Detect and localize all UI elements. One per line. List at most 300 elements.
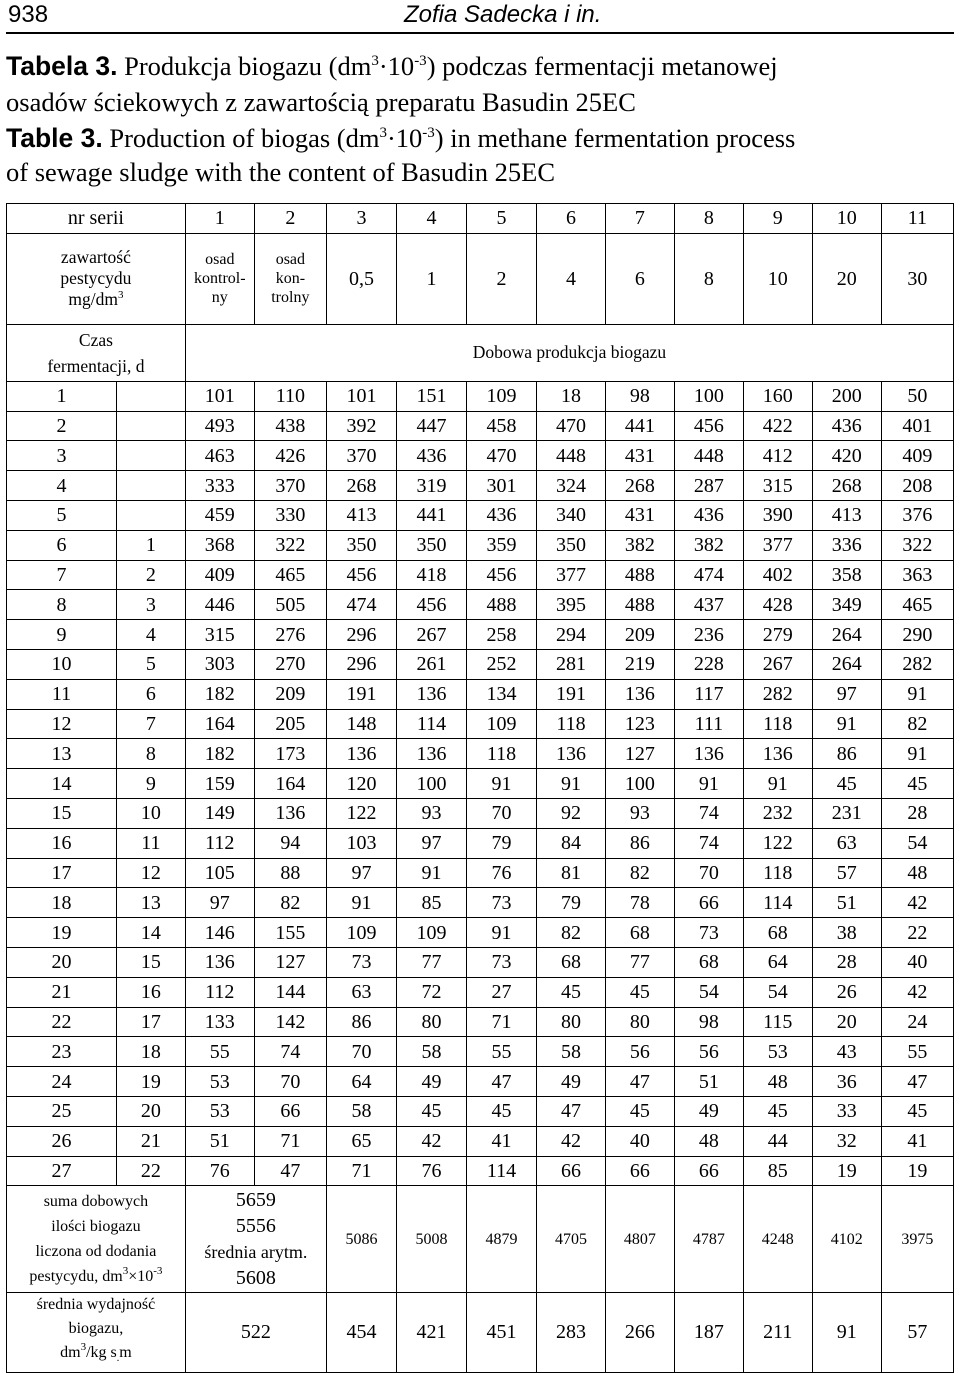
caption-en-line2: of sewage sludge with the content of Basudin 25EC — [6, 157, 556, 187]
table-row — [7, 441, 954, 471]
value-cell: 91 — [743, 769, 812, 799]
value-cell: 456 — [674, 411, 743, 441]
value-cell: 66 — [674, 888, 743, 918]
day-cell: 6 — [7, 530, 117, 560]
table-row — [7, 1156, 954, 1186]
value-cell: 118 — [536, 709, 605, 739]
value-cell: 45 — [536, 977, 605, 1007]
value-cell: 33 — [812, 1096, 881, 1126]
value-cell: 85 — [396, 888, 466, 918]
value-cell: 330 — [254, 500, 326, 530]
value-cell: 264 — [812, 620, 881, 650]
day-since-pesticide-cell: 5 — [116, 649, 185, 679]
value-cell: 505 — [254, 590, 326, 620]
day-cell: 26 — [7, 1126, 117, 1156]
value-cell: 282 — [881, 649, 953, 679]
caption-pl-label: Tabela 3. — [6, 51, 118, 81]
value-cell: 82 — [605, 858, 674, 888]
value-cell: 73 — [674, 918, 743, 948]
value-cell: 219 — [605, 649, 674, 679]
sum-label: suma dobowych ilości biogazu liczona od dodania pestycydu, $dm^3\times 10^{-3}$ — [7, 1186, 186, 1293]
value-cell: 142 — [254, 1007, 326, 1037]
value-cell: 127 — [605, 739, 674, 769]
value-cell: 270 — [254, 649, 326, 679]
caption-en-label: Table 3. — [6, 123, 103, 153]
day-cell: 2 — [7, 411, 117, 441]
yield-value-cell: 187 — [674, 1293, 743, 1372]
value-cell: 252 — [466, 649, 536, 679]
value-cell: 290 — [881, 620, 953, 650]
value-cell: 48 — [881, 858, 953, 888]
day-since-pesticide-cell — [116, 381, 185, 411]
value-cell: 136 — [536, 739, 605, 769]
value-cell: 70 — [326, 1037, 396, 1067]
value-cell: 22 — [881, 918, 953, 948]
value-cell: 92 — [536, 798, 605, 828]
value-cell: 45 — [743, 1096, 812, 1126]
value-cell: 45 — [605, 977, 674, 1007]
value-cell: 368 — [185, 530, 254, 560]
value-cell: 71 — [466, 1007, 536, 1037]
day-cell: 1 — [7, 381, 117, 411]
value-cell: 149 — [185, 798, 254, 828]
value-cell: 340 — [536, 500, 605, 530]
value-cell: 91 — [812, 709, 881, 739]
value-cell: 359 — [466, 530, 536, 560]
control-sample-2: osad kon- trolny — [254, 233, 326, 324]
day-cell: 16 — [7, 828, 117, 858]
value-cell: 63 — [326, 977, 396, 1007]
value-cell: 42 — [881, 977, 953, 1007]
value-cell: 208 — [881, 471, 953, 501]
table-row — [7, 500, 954, 530]
value-cell: 436 — [674, 500, 743, 530]
value-cell: 333 — [185, 471, 254, 501]
value-cell: 261 — [396, 649, 466, 679]
value-cell: 84 — [536, 828, 605, 858]
value-cell: 68 — [536, 947, 605, 977]
caption-pl-text: Produkcja biogazu (dm — [124, 51, 372, 81]
value-cell: 458 — [466, 411, 536, 441]
value-cell: 65 — [326, 1126, 396, 1156]
value-cell: 20 — [812, 1007, 881, 1037]
value-cell: 72 — [396, 977, 466, 1007]
value-cell: 488 — [605, 590, 674, 620]
series-cell: 5 — [466, 204, 536, 234]
yield-value-cell: 211 — [743, 1293, 812, 1372]
value-cell: 101 — [185, 381, 254, 411]
day-cell: 23 — [7, 1037, 117, 1067]
value-cell: 45 — [605, 1096, 674, 1126]
value-cell: 315 — [743, 471, 812, 501]
sum-value-cell: 4705 — [536, 1186, 605, 1293]
day-cell: 25 — [7, 1096, 117, 1126]
sum-value-cell: 4807 — [605, 1186, 674, 1293]
value-cell: 91 — [326, 888, 396, 918]
value-cell: 91 — [881, 679, 953, 709]
value-cell: 85 — [743, 1156, 812, 1186]
sum-control-cell: 5659 5556 średnia arytm. 5608 — [185, 1186, 326, 1293]
value-cell: 136 — [674, 739, 743, 769]
value-cell: 24 — [881, 1007, 953, 1037]
value-cell: 438 — [254, 411, 326, 441]
value-cell: 205 — [254, 709, 326, 739]
value-cell: 200 — [812, 381, 881, 411]
day-since-pesticide-cell: 7 — [116, 709, 185, 739]
value-cell: 76 — [396, 1156, 466, 1186]
pesticide-value: 10 — [743, 233, 812, 324]
value-cell: 470 — [466, 441, 536, 471]
day-cell: 20 — [7, 947, 117, 977]
day-cell: 9 — [7, 620, 117, 650]
value-cell: 70 — [674, 858, 743, 888]
table-row — [7, 1096, 954, 1126]
value-cell: 282 — [743, 679, 812, 709]
table-row — [7, 709, 954, 739]
value-cell: 73 — [466, 947, 536, 977]
value-cell: 79 — [536, 888, 605, 918]
series-cell: 8 — [674, 204, 743, 234]
value-cell: 51 — [812, 888, 881, 918]
table-row — [7, 411, 954, 441]
value-cell: 28 — [881, 798, 953, 828]
value-cell: 122 — [743, 828, 812, 858]
value-cell: 267 — [743, 649, 812, 679]
value-cell: 78 — [605, 888, 674, 918]
value-cell: 231 — [812, 798, 881, 828]
value-cell: 54 — [674, 977, 743, 1007]
value-cell: 431 — [605, 500, 674, 530]
value-cell: 160 — [743, 381, 812, 411]
day-since-pesticide-cell — [116, 411, 185, 441]
value-cell: 133 — [185, 1007, 254, 1037]
day-since-pesticide-cell — [116, 500, 185, 530]
value-cell: 296 — [326, 649, 396, 679]
value-cell: 97 — [396, 828, 466, 858]
value-cell: 79 — [466, 828, 536, 858]
value-cell: 109 — [326, 918, 396, 948]
yield-value-cell: 421 — [396, 1293, 466, 1372]
value-cell: 49 — [674, 1096, 743, 1126]
day-since-pesticide-cell: 21 — [116, 1126, 185, 1156]
value-cell: 55 — [185, 1037, 254, 1067]
series-cell: 10 — [812, 204, 881, 234]
value-cell: 488 — [466, 590, 536, 620]
caption-pl-line2: osadów ściekowych z zawartością preparatu Basudin 25EC — [6, 87, 636, 117]
value-cell: 41 — [881, 1126, 953, 1156]
value-cell: 436 — [812, 411, 881, 441]
value-cell: 41 — [466, 1126, 536, 1156]
table-row — [7, 590, 954, 620]
value-cell: 98 — [674, 1007, 743, 1037]
series-cell: 3 — [326, 204, 396, 234]
value-cell: 370 — [326, 441, 396, 471]
value-cell: 164 — [185, 709, 254, 739]
value-cell: 409 — [185, 560, 254, 590]
sum-value-cell: 3975 — [881, 1186, 953, 1293]
value-cell: 436 — [466, 500, 536, 530]
value-cell: 173 — [254, 739, 326, 769]
yield-control-cell: 522 — [185, 1293, 326, 1372]
series-cell: 1 — [185, 204, 254, 234]
value-cell: 40 — [605, 1126, 674, 1156]
series-cell: 7 — [605, 204, 674, 234]
series-cell: 6 — [536, 204, 605, 234]
value-cell: 66 — [254, 1096, 326, 1126]
table-row — [7, 381, 954, 411]
value-cell: 91 — [466, 769, 536, 799]
value-cell: 114 — [466, 1156, 536, 1186]
value-cell: 51 — [674, 1067, 743, 1097]
value-cell: 191 — [536, 679, 605, 709]
value-cell: 42 — [881, 888, 953, 918]
value-cell: 27 — [466, 977, 536, 1007]
day-cell: 7 — [7, 560, 117, 590]
table-row — [7, 1067, 954, 1097]
value-cell: 358 — [812, 560, 881, 590]
value-cell: 32 — [812, 1126, 881, 1156]
value-cell: 58 — [326, 1096, 396, 1126]
value-cell: 382 — [674, 530, 743, 560]
value-cell: 136 — [396, 739, 466, 769]
value-cell: 47 — [536, 1096, 605, 1126]
value-cell: 68 — [743, 918, 812, 948]
sum-value-cell: 4102 — [812, 1186, 881, 1293]
value-cell: 134 — [466, 679, 536, 709]
value-cell: 58 — [396, 1037, 466, 1067]
value-cell: 91 — [396, 858, 466, 888]
value-cell: 267 — [396, 620, 466, 650]
pesticide-value: 8 — [674, 233, 743, 324]
table-row — [7, 530, 954, 560]
value-cell: 155 — [254, 918, 326, 948]
value-cell: 236 — [674, 620, 743, 650]
value-cell: 76 — [185, 1156, 254, 1186]
value-cell: 456 — [326, 560, 396, 590]
value-cell: 77 — [605, 947, 674, 977]
day-cell: 8 — [7, 590, 117, 620]
value-cell: 296 — [326, 620, 396, 650]
value-cell: 76 — [466, 858, 536, 888]
table-row — [7, 560, 954, 590]
value-cell: 91 — [536, 769, 605, 799]
value-cell: 94 — [254, 828, 326, 858]
day-cell: 17 — [7, 858, 117, 888]
value-cell: 18 — [536, 381, 605, 411]
value-cell: 82 — [254, 888, 326, 918]
day-cell: 22 — [7, 1007, 117, 1037]
value-cell: 82 — [536, 918, 605, 948]
value-cell: 412 — [743, 441, 812, 471]
value-cell: 100 — [605, 769, 674, 799]
value-cell: 303 — [185, 649, 254, 679]
value-cell: 101 — [326, 381, 396, 411]
table-row — [7, 649, 954, 679]
day-cell: 4 — [7, 471, 117, 501]
running-head-authors: Zofia Sadecka i in. — [404, 1, 602, 28]
yield-row — [7, 1293, 954, 1372]
value-cell: 86 — [326, 1007, 396, 1037]
value-cell: 80 — [396, 1007, 466, 1037]
yield-label: średnia wydajność biogazu, $dm^3/kg$ $s_.m$ — [7, 1293, 186, 1372]
value-cell: 26 — [812, 977, 881, 1007]
yield-value-cell: 451 — [466, 1293, 536, 1372]
value-cell: 448 — [674, 441, 743, 471]
value-cell: 51 — [185, 1126, 254, 1156]
day-cell: 15 — [7, 798, 117, 828]
value-cell: 465 — [881, 590, 953, 620]
value-cell: 82 — [881, 709, 953, 739]
value-cell: 74 — [674, 798, 743, 828]
value-cell: 148 — [326, 709, 396, 739]
value-cell: 463 — [185, 441, 254, 471]
value-cell: 105 — [185, 858, 254, 888]
value-cell: 73 — [466, 888, 536, 918]
value-cell: 350 — [396, 530, 466, 560]
value-cell: 182 — [185, 739, 254, 769]
value-cell: 91 — [881, 739, 953, 769]
value-cell: 55 — [466, 1037, 536, 1067]
day-since-pesticide-cell: 6 — [116, 679, 185, 709]
value-cell: 49 — [396, 1067, 466, 1097]
day-cell: 3 — [7, 441, 117, 471]
value-cell: 48 — [674, 1126, 743, 1156]
value-cell: 456 — [466, 560, 536, 590]
value-cell: 209 — [254, 679, 326, 709]
value-cell: 77 — [396, 947, 466, 977]
value-cell: 294 — [536, 620, 605, 650]
series-cell: 11 — [881, 204, 953, 234]
day-since-pesticide-cell: 20 — [116, 1096, 185, 1126]
sum-value-cell: 5008 — [396, 1186, 466, 1293]
value-cell: 436 — [396, 441, 466, 471]
value-cell: 258 — [466, 620, 536, 650]
value-cell: 493 — [185, 411, 254, 441]
value-cell: 118 — [743, 858, 812, 888]
value-cell: 232 — [743, 798, 812, 828]
value-cell: 53 — [185, 1067, 254, 1097]
value-cell: 402 — [743, 560, 812, 590]
value-cell: 55 — [881, 1037, 953, 1067]
value-cell: 42 — [396, 1126, 466, 1156]
value-cell: 268 — [605, 471, 674, 501]
value-cell: 377 — [743, 530, 812, 560]
value-cell: 470 — [536, 411, 605, 441]
value-cell: 54 — [743, 977, 812, 1007]
table-row — [7, 769, 954, 799]
value-cell: 110 — [254, 381, 326, 411]
value-cell: 287 — [674, 471, 743, 501]
value-cell: 322 — [254, 530, 326, 560]
day-cell: 24 — [7, 1067, 117, 1097]
value-cell: 276 — [254, 620, 326, 650]
value-cell: 109 — [396, 918, 466, 948]
value-cell: 127 — [254, 947, 326, 977]
value-cell: 136 — [185, 947, 254, 977]
day-since-pesticide-cell: 14 — [116, 918, 185, 948]
value-cell: 86 — [605, 828, 674, 858]
value-cell: 281 — [536, 649, 605, 679]
value-cell: 441 — [605, 411, 674, 441]
day-since-pesticide-cell: 1 — [116, 530, 185, 560]
value-cell: 45 — [881, 1096, 953, 1126]
value-cell: 382 — [605, 530, 674, 560]
value-cell: 114 — [743, 888, 812, 918]
value-cell: 71 — [254, 1126, 326, 1156]
value-cell: 40 — [881, 947, 953, 977]
pesticide-value: 20 — [812, 233, 881, 324]
table-row — [7, 798, 954, 828]
value-cell: 45 — [812, 769, 881, 799]
value-cell: 209 — [605, 620, 674, 650]
value-cell: 93 — [605, 798, 674, 828]
value-cell: 268 — [812, 471, 881, 501]
day-cell: 14 — [7, 769, 117, 799]
value-cell: 350 — [536, 530, 605, 560]
value-cell: 48 — [743, 1067, 812, 1097]
value-cell: 268 — [326, 471, 396, 501]
value-cell: 38 — [812, 918, 881, 948]
value-cell: 45 — [881, 769, 953, 799]
value-cell: 159 — [185, 769, 254, 799]
value-cell: 64 — [326, 1067, 396, 1097]
table-row — [7, 679, 954, 709]
value-cell: 63 — [812, 828, 881, 858]
sum-value-cell: 4879 — [466, 1186, 536, 1293]
day-since-pesticide-cell: 11 — [116, 828, 185, 858]
value-cell: 53 — [743, 1037, 812, 1067]
value-cell: 100 — [674, 381, 743, 411]
yield-value-cell: 91 — [812, 1293, 881, 1372]
value-cell: 103 — [326, 828, 396, 858]
value-cell: 122 — [326, 798, 396, 828]
series-label: nr serii — [7, 204, 186, 234]
day-since-pesticide-cell: 16 — [116, 977, 185, 1007]
value-cell: 123 — [605, 709, 674, 739]
table-row — [7, 947, 954, 977]
day-cell: 27 — [7, 1156, 117, 1186]
table-row — [7, 888, 954, 918]
value-cell: 111 — [674, 709, 743, 739]
value-cell: 115 — [743, 1007, 812, 1037]
value-cell: 71 — [326, 1156, 396, 1186]
value-cell: 350 — [326, 530, 396, 560]
value-cell: 474 — [326, 590, 396, 620]
page-header — [6, 0, 954, 34]
value-cell: 182 — [185, 679, 254, 709]
day-since-pesticide-cell: 10 — [116, 798, 185, 828]
table-row — [7, 471, 954, 501]
value-cell: 68 — [674, 947, 743, 977]
day-since-pesticide-cell — [116, 471, 185, 501]
value-cell: 136 — [326, 739, 396, 769]
pesticide-value: 6 — [605, 233, 674, 324]
value-cell: 426 — [254, 441, 326, 471]
day-cell: 5 — [7, 500, 117, 530]
table-row — [7, 977, 954, 1007]
yield-value-cell: 454 — [326, 1293, 396, 1372]
series-cell: 4 — [396, 204, 466, 234]
value-cell: 88 — [254, 858, 326, 888]
table-row — [7, 828, 954, 858]
value-cell: 418 — [396, 560, 466, 590]
pesticide-label: zawartość pestycydu $mg/dm^3$ — [7, 233, 186, 324]
pesticide-value: 30 — [881, 233, 953, 324]
day-since-pesticide-cell: 22 — [116, 1156, 185, 1186]
value-cell: 459 — [185, 500, 254, 530]
value-cell: 36 — [812, 1067, 881, 1097]
caption-en-text: Production of biogas (dm — [109, 123, 380, 153]
